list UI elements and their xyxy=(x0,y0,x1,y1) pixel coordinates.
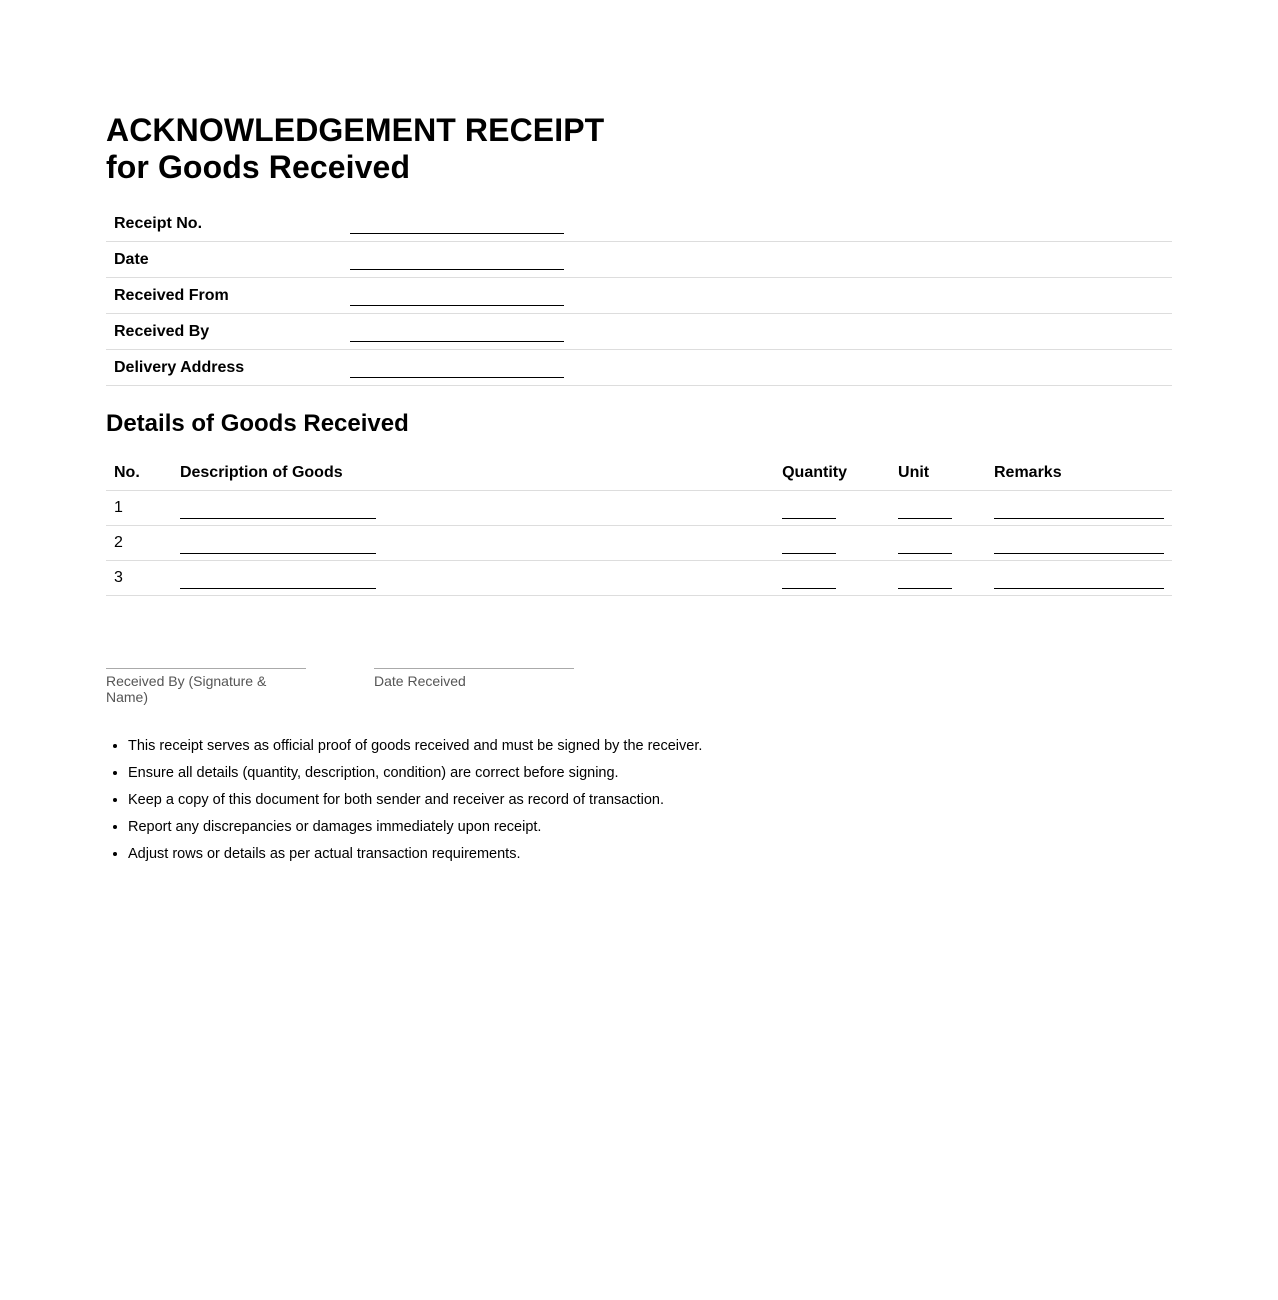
unit-field[interactable] xyxy=(898,539,952,554)
description-field[interactable] xyxy=(180,539,376,554)
quantity-field[interactable] xyxy=(782,539,836,554)
goods-table xyxy=(106,456,1172,596)
remarks-field[interactable] xyxy=(994,539,1164,554)
info-row-date xyxy=(106,242,1172,278)
receipt-document xyxy=(106,112,1172,872)
info-row-received-from xyxy=(106,278,1172,314)
received-by-signature-line[interactable]: Received By (Signature & Name) xyxy=(106,668,306,705)
column-header-quantity: Quantity xyxy=(774,456,890,491)
info-row-receipt-no xyxy=(106,206,1172,242)
info-row-received-by xyxy=(106,314,1172,350)
unit-field[interactable] xyxy=(898,504,952,519)
quantity-field[interactable] xyxy=(782,574,836,589)
row-number: 2 xyxy=(106,526,172,561)
title-line-2: for Goods Received xyxy=(106,149,411,185)
received-by-label: Received By xyxy=(106,314,342,350)
remarks-field[interactable] xyxy=(994,504,1164,519)
date-received-signature-line[interactable]: Date Received xyxy=(374,668,574,705)
list-item: • Report any discrepancies or damages immediately upon receipt. xyxy=(128,818,1172,837)
title-line-1: ACKNOWLEDGEMENT RECEIPT xyxy=(106,112,605,148)
description-field[interactable] xyxy=(180,574,376,589)
receipt-info-table xyxy=(106,206,1172,386)
description-field[interactable] xyxy=(180,504,376,519)
column-header-no: No. xyxy=(106,456,172,491)
delivery-address-label: Delivery Address xyxy=(106,350,342,386)
column-header-unit: Unit xyxy=(890,456,986,491)
goods-header-row xyxy=(106,456,1172,491)
info-row-delivery-address xyxy=(106,350,1172,386)
row-number: 3 xyxy=(106,561,172,596)
receipt-no-field[interactable] xyxy=(350,219,564,234)
notes-list xyxy=(106,737,1172,864)
list-item: • Ensure all details (quantity, description, condition) are correct before signing. xyxy=(128,764,1172,783)
document-title xyxy=(106,112,1172,186)
delivery-address-field[interactable] xyxy=(350,363,564,378)
signature-section xyxy=(106,668,1172,705)
column-header-description: Description of Goods xyxy=(172,456,774,491)
unit-field[interactable] xyxy=(898,574,952,589)
list-item: • This receipt serves as official proof of goods received and must be signed by the receiver. xyxy=(128,737,1172,756)
table-row xyxy=(106,491,1172,526)
date-field[interactable] xyxy=(350,255,564,270)
table-row xyxy=(106,526,1172,561)
received-from-field[interactable] xyxy=(350,291,564,306)
quantity-field[interactable] xyxy=(782,504,836,519)
list-item: • Adjust rows or details as per actual transaction requirements. xyxy=(128,845,1172,864)
column-header-remarks: Remarks xyxy=(986,456,1172,491)
receipt-no-label: Receipt No. xyxy=(106,206,342,242)
list-item: • Keep a copy of this document for both sender and receiver as record of transaction. xyxy=(128,791,1172,810)
details-heading: Details of Goods Received xyxy=(106,410,409,437)
date-label: Date xyxy=(106,242,342,278)
received-by-field[interactable] xyxy=(350,327,564,342)
table-row xyxy=(106,561,1172,596)
row-number: 1 xyxy=(106,491,172,526)
received-from-label: Received From xyxy=(106,278,342,314)
remarks-field[interactable] xyxy=(994,574,1164,589)
